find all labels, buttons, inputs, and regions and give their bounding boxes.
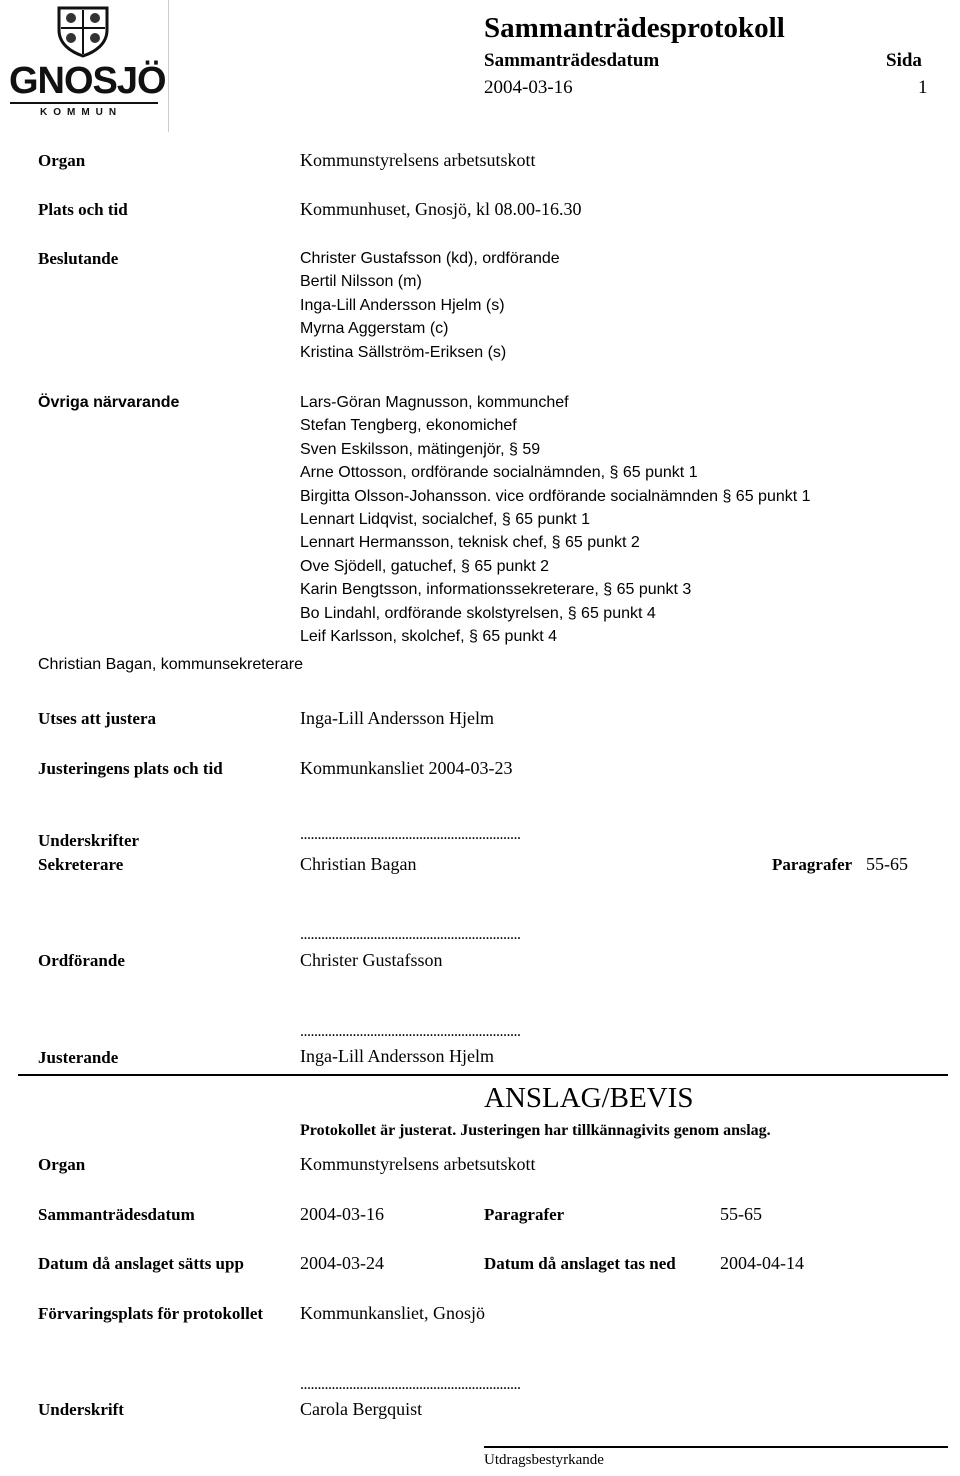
header-date-label: Sammanträdesdatum: [484, 50, 660, 71]
secretary-label: Sekreterare: [38, 855, 124, 874]
notice-paragraphs-label: Paragrafer: [484, 1205, 565, 1224]
adjust-place-value: Kommunkansliet 2004-03-23: [300, 758, 513, 778]
organ-label: Organ: [38, 151, 86, 170]
deciding-list: [300, 247, 560, 364]
list-item: Kristina Sällström-Eriksen (s): [300, 343, 507, 361]
signer-name: Carola Bergquist: [300, 1399, 423, 1419]
signature-line: ...............................................................: [300, 926, 521, 943]
notice-organ-value: Kommunstyrelsens arbetsutskott: [300, 1154, 536, 1174]
chair-name: Christer Gustafsson: [300, 950, 443, 970]
secretary-line: Christian Bagan, kommunsekreterare: [38, 656, 304, 673]
adjuster-sign-name: Inga-Lill Andersson Hjelm: [300, 1046, 494, 1066]
list-item: Stefan Tengberg, ekonomichef: [300, 417, 517, 435]
posted-label: Datum då anslaget sätts upp: [38, 1254, 244, 1273]
notice-organ-label: Organ: [38, 1155, 86, 1174]
place-value: Kommunhuset, Gnosjö, kl 08.00-16.30: [300, 199, 582, 219]
secretary-name: Christian Bagan: [300, 854, 417, 874]
removed-label: Datum då anslaget tas ned: [484, 1254, 676, 1273]
chair-label: Ordförande: [38, 951, 125, 970]
adjuster-label: Utses att justera: [38, 709, 157, 728]
header-page: 1: [918, 77, 928, 98]
notice-subtitle: Protokollet är justerat. Justeringen har tillkännagivits genom anslag.: [300, 1122, 771, 1139]
list-item: Sven Eskilsson, mätingenjör, § 59: [300, 440, 541, 458]
storage-label: Förvaringsplats för protokollet: [38, 1304, 264, 1323]
list-item: Myrna Aggerstam (c): [300, 320, 449, 338]
section-divider: [18, 1074, 948, 1076]
deciding-label: Beslutande: [38, 249, 119, 268]
footer-divider: [484, 1446, 948, 1448]
signatures-label: Underskrifter: [38, 831, 140, 850]
removed-value: 2004-04-14: [720, 1253, 804, 1273]
notice-title: ANSLAG/BEVIS: [484, 1082, 694, 1114]
list-item: Ove Sjödell, gatuchef, § 65 punkt 2: [300, 557, 550, 575]
list-item: Birgitta Olsson-Johansson. vice ordförande socialnämnden § 65 punkt 1: [300, 487, 811, 505]
list-item: Inga-Lill Andersson Hjelm (s): [300, 296, 505, 314]
posted-value: 2004-03-24: [300, 1253, 384, 1273]
logo-subtitle: KOMMUN: [40, 107, 123, 118]
adjuster-value: Inga-Lill Andersson Hjelm: [300, 708, 494, 728]
notice-date-value: 2004-03-16: [300, 1204, 384, 1224]
logo-divider: [168, 0, 169, 132]
list-item: Christer Gustafsson (kd), ordförande: [300, 250, 560, 267]
list-item: Lennart Hermansson, teknisk chef, § 65 punkt 2: [300, 534, 640, 552]
list-item: Karin Bengtsson, informationssekreterare, § 65 punkt 3: [300, 581, 692, 599]
notice-paragraphs-value: 55-65: [720, 1204, 762, 1224]
footer-label: Utdragsbestyrkande: [484, 1452, 604, 1468]
signature-label: Underskrift: [38, 1400, 124, 1419]
place-label: Plats och tid: [38, 200, 128, 219]
header-page-label: Sida: [886, 50, 922, 71]
list-item: Lars-Göran Magnusson, kommunchef: [300, 394, 569, 411]
municipality-logo: [0, 0, 170, 130]
coat-of-arms-icon: [55, 6, 111, 58]
list-item: Leif Karlsson, skolchef, § 65 punkt 4: [300, 627, 558, 645]
adjuster-sign-label: Justerande: [38, 1048, 119, 1067]
header-date: 2004-03-16: [484, 77, 573, 98]
list-item: Lennart Lidqvist, socialchef, § 65 punkt 1: [300, 510, 590, 528]
list-item: Arne Ottosson, ordförande socialnämnden, § 65 punkt 1: [300, 464, 698, 482]
list-item: Bo Lindahl, ordförande skolstyrelsen, § 65 punkt 4: [300, 604, 656, 622]
signature-line: ...............................................................: [300, 1023, 521, 1040]
signature-line: ...............................................................: [300, 826, 521, 843]
adjust-place-label: Justeringens plats och tid: [38, 759, 223, 778]
logo-rule: [10, 102, 158, 104]
others-list: [300, 391, 811, 648]
list-item: Bertil Nilsson (m): [300, 273, 422, 291]
storage-value: Kommunkansliet, Gnosjö: [300, 1303, 485, 1323]
notice-date-label: Sammanträdesdatum: [38, 1205, 195, 1224]
document-title: Sammanträdesprotokoll: [484, 12, 785, 44]
logo-wordmark: GNOSJÖ: [9, 60, 166, 102]
paragraphs-label: Paragrafer: [772, 855, 853, 874]
organ-value: Kommunstyrelsens arbetsutskott: [300, 150, 536, 170]
signature-line: ...............................................................: [300, 1376, 521, 1393]
paragraphs-value: 55-65: [866, 854, 908, 874]
others-label: Övriga närvarande: [38, 394, 180, 411]
